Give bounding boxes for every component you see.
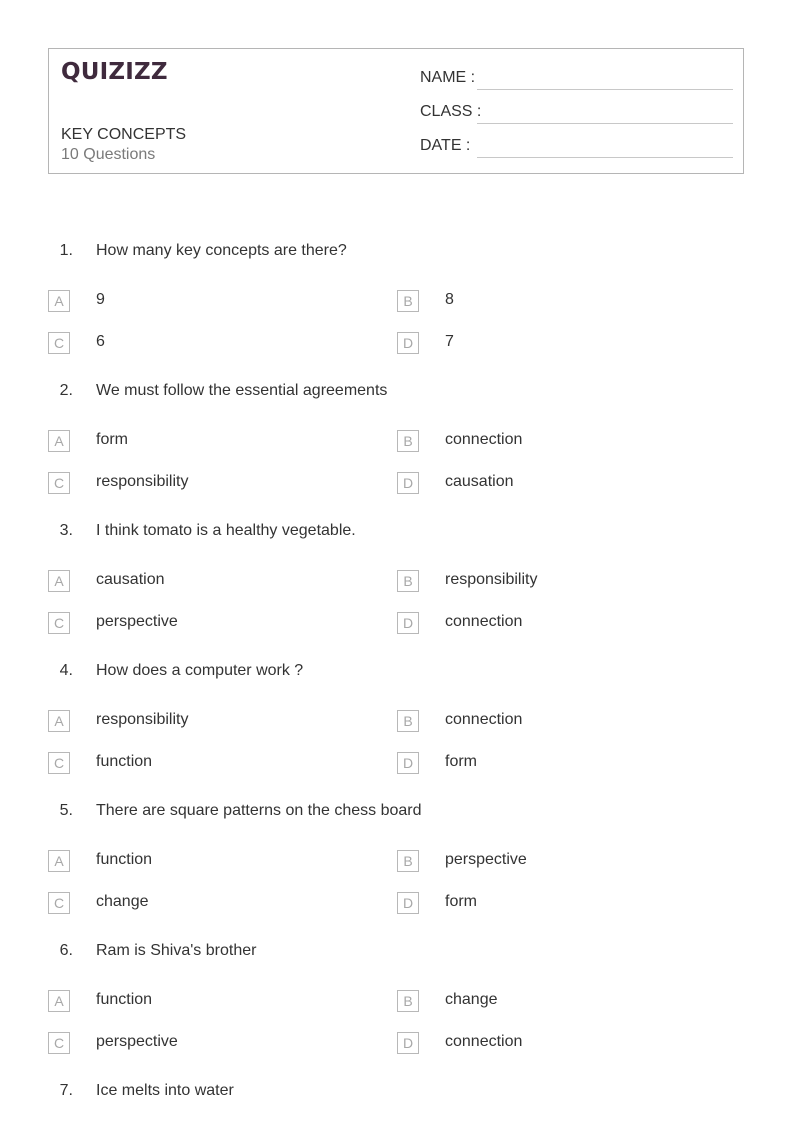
option-letter-box[interactable]: A bbox=[48, 850, 70, 872]
option-text: form bbox=[445, 753, 477, 770]
question-text: Ram is Shiva's brother bbox=[96, 942, 257, 959]
option-text: 7 bbox=[445, 333, 454, 350]
option-text: 9 bbox=[96, 291, 105, 308]
option-letter-box[interactable]: C bbox=[48, 612, 70, 634]
option-letter-box[interactable]: B bbox=[397, 850, 419, 872]
worksheet-title: KEY CONCEPTS bbox=[61, 126, 187, 143]
option-letter-box[interactable]: B bbox=[397, 990, 419, 1012]
date-field-line[interactable] bbox=[477, 157, 733, 158]
option-text: function bbox=[96, 753, 153, 770]
option-letter-box[interactable]: D bbox=[397, 612, 419, 634]
option-text: function bbox=[96, 851, 153, 868]
option-letter-box[interactable]: A bbox=[48, 570, 70, 592]
option-letter-box[interactable]: A bbox=[48, 710, 70, 732]
option-text: responsibility bbox=[445, 571, 538, 588]
option-text: 8 bbox=[445, 291, 454, 308]
option-text: function bbox=[96, 991, 153, 1008]
option-letter-box[interactable]: D bbox=[397, 752, 419, 774]
question-number: 3. bbox=[59, 522, 73, 539]
option-text: form bbox=[445, 893, 477, 910]
option-text: perspective bbox=[445, 851, 527, 868]
option-letter-box[interactable]: A bbox=[48, 990, 70, 1012]
option-letter-box[interactable]: D bbox=[397, 892, 419, 914]
option-letter-box[interactable]: A bbox=[48, 290, 70, 312]
question-count: 10 Questions bbox=[61, 146, 156, 163]
option-text: causation bbox=[96, 571, 165, 588]
option-text: change bbox=[96, 893, 149, 910]
class-label: CLASS : bbox=[420, 103, 482, 120]
option-text: form bbox=[96, 431, 128, 448]
option-letter-box[interactable]: C bbox=[48, 472, 70, 494]
option-letter-box[interactable]: C bbox=[48, 752, 70, 774]
option-letter-box[interactable]: B bbox=[397, 430, 419, 452]
question-number: 6. bbox=[59, 942, 73, 959]
option-letter-box[interactable]: C bbox=[48, 892, 70, 914]
question-text: We must follow the essential agreements bbox=[96, 382, 388, 399]
option-letter-box[interactable]: D bbox=[397, 332, 419, 354]
worksheet-header bbox=[48, 48, 744, 174]
option-text: causation bbox=[445, 473, 514, 490]
name-field-line[interactable] bbox=[477, 89, 733, 90]
name-label: NAME : bbox=[420, 69, 476, 86]
class-field-line[interactable] bbox=[477, 123, 733, 124]
option-text: responsibility bbox=[96, 711, 189, 728]
question-text: Ice melts into water bbox=[96, 1082, 234, 1099]
option-letter-box[interactable]: C bbox=[48, 332, 70, 354]
question-number: 4. bbox=[59, 662, 73, 679]
option-text: 6 bbox=[96, 333, 105, 350]
quizizz-logo: QUIZIZZ bbox=[61, 59, 168, 85]
question-text: I think tomato is a healthy vegetable. bbox=[96, 522, 356, 539]
question-text: How many key concepts are there? bbox=[96, 242, 347, 259]
option-letter-box[interactable]: B bbox=[397, 710, 419, 732]
question-number: 1. bbox=[59, 242, 73, 259]
option-text: connection bbox=[445, 711, 523, 728]
question-number: 5. bbox=[59, 802, 73, 819]
option-text: connection bbox=[445, 431, 523, 448]
question-number: 7. bbox=[59, 1082, 73, 1099]
question-text: There are square patterns on the chess board bbox=[96, 802, 422, 819]
date-label: DATE : bbox=[420, 137, 471, 154]
option-text: responsibility bbox=[96, 473, 189, 490]
option-text: perspective bbox=[96, 1033, 178, 1050]
question-number: 2. bbox=[59, 382, 73, 399]
option-text: change bbox=[445, 991, 498, 1008]
option-letter-box[interactable]: A bbox=[48, 430, 70, 452]
question-text: How does a computer work ? bbox=[96, 662, 304, 679]
option-letter-box[interactable]: D bbox=[397, 1032, 419, 1054]
option-letter-box[interactable]: B bbox=[397, 570, 419, 592]
option-letter-box[interactable]: B bbox=[397, 290, 419, 312]
option-text: perspective bbox=[96, 613, 178, 630]
option-letter-box[interactable]: C bbox=[48, 1032, 70, 1054]
option-text: connection bbox=[445, 1033, 523, 1050]
option-text: connection bbox=[445, 613, 523, 630]
option-letter-box[interactable]: D bbox=[397, 472, 419, 494]
